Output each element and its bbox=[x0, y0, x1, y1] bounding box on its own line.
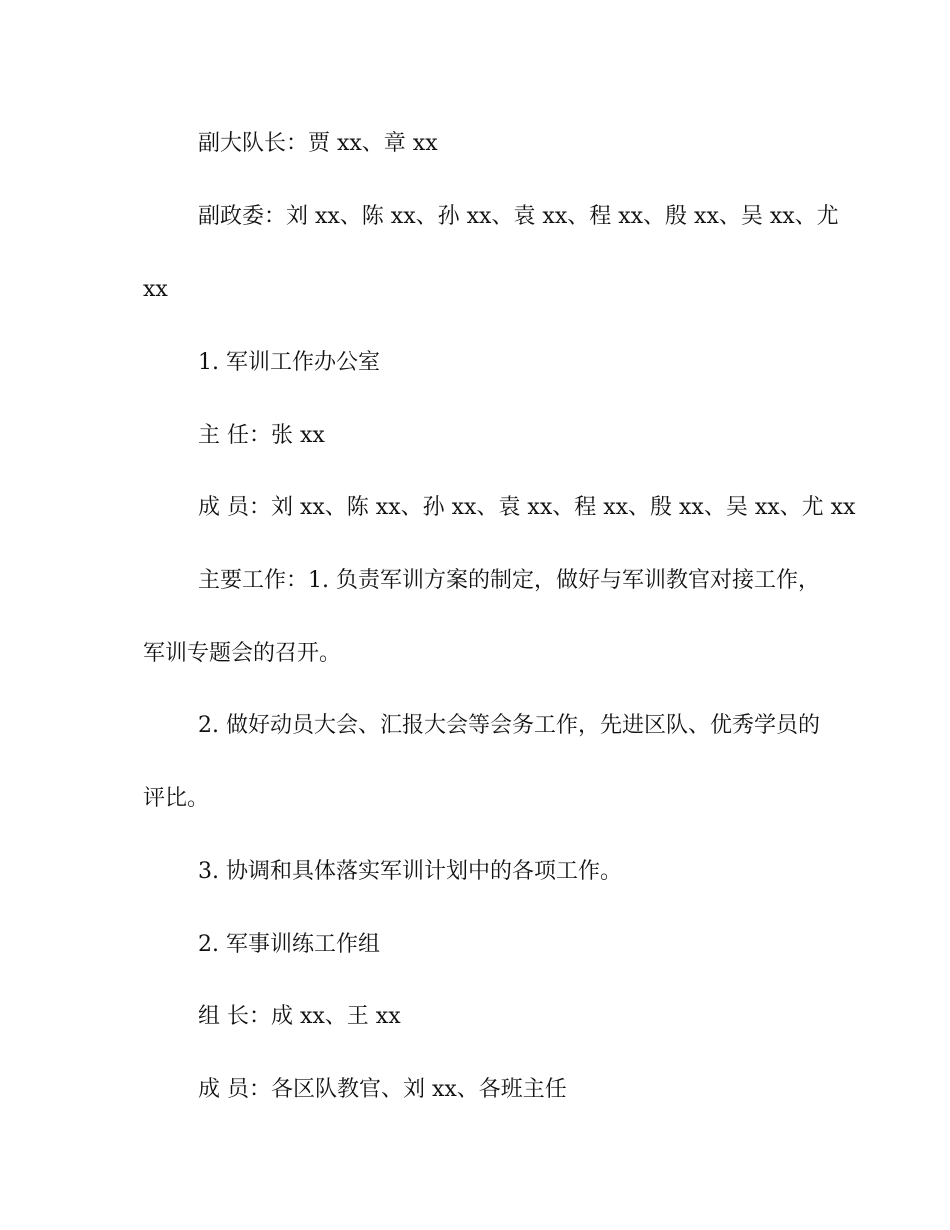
deputy-captain-line: 副大队长：贾 xx、章 xx bbox=[198, 131, 438, 156]
deputy-commissar-line-continued: xx bbox=[143, 277, 168, 302]
group-members-line: 成 员：各区队教官、刘 xx、各班主任 bbox=[198, 1077, 567, 1102]
work-item-2-line-continued: 评比。 bbox=[143, 786, 210, 811]
main-work-line: 主要工作：1. 负责军训方案的制定，做好与军训教官对接工作， bbox=[198, 568, 820, 593]
section-heading-military-training-office: 1. 军训工作办公室 bbox=[198, 350, 380, 375]
section-heading-military-training-group: 2. 军事训练工作组 bbox=[198, 932, 380, 957]
group-leader-line: 组 长：成 xx、王 xx bbox=[198, 1004, 401, 1029]
main-work-line-continued: 军训专题会的召开。 bbox=[143, 641, 342, 666]
office-members-line: 成 员：刘 xx、陈 xx、孙 xx、袁 xx、程 xx、殷 xx、吴 xx、尤 xx bbox=[198, 495, 856, 520]
office-director-line: 主 任：张 xx bbox=[198, 423, 325, 448]
work-item-3-line: 3. 协调和具体落实军训计划中的各项工作。 bbox=[198, 859, 622, 884]
deputy-commissar-line: 副政委：刘 xx、陈 xx、孙 xx、袁 xx、程 xx、殷 xx、吴 xx、尤 bbox=[198, 204, 839, 229]
work-item-2-line: 2. 做好动员大会、汇报大会等会务工作，先进区队、优秀学员的 bbox=[198, 713, 820, 738]
